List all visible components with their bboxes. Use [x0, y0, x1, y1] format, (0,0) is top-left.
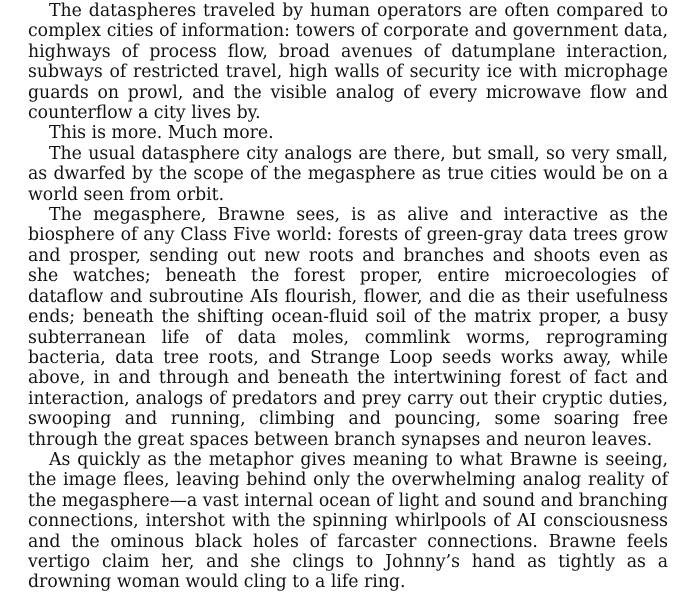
paragraph-megasphere-alive: The megasphere, Brawne sees, is as alive and interactive as the biosphere of any Class Five world: forests of green-gray data trees grow and prosper, sending out new roots and branches and shoots even as she watches; beneath the forest proper, entire microecologies of dataflow and subroutine AIs flourish, flower, and die as their usefulness ends; beneath the shifting ocean-fluid soil of the matrix proper, a busy subterranean life of data moles, commlink worms, reprograming bacteria, data tree roots, and Strange Loop seeds works away, while above, in and through and beneath the intertwining forest of fact and interaction, analogs of predators and prey carry out their cryptic duties, swooping and running, climbing and pouncing, some soaring free through the great spaces between branch synapses and neuron leaves.: [28, 205, 668, 450]
book-page: [0, 1, 686, 601]
paragraph-much-more: This is more. Much more.: [49, 123, 274, 144]
paragraph-dataspheres: The dataspheres traveled by human operators are often compared to complex cities of information: towers of corporate and government data, highways of process flow, broad avenues of datumplane interaction, subways of restricted travel, high walls of security ice with microphage guards on prowl, and the visible analog of every microwave flow and counterflow a city lives by.: [28, 1, 668, 124]
paragraph-metaphor-flees: As quickly as the metaphor gives meaning to what Brawne is seeing, the image flees, leaving behind only the overwhelming analog reality of the megasphere—a vast internal ocean of light and sound and branching connections, intershot with the spinning whirlpools of AI consciousness and the ominous black holes of farcaster connections. Brawne feels vertigo claim her, and she clings to Johnny’s hand as tightly as a drowning woman would cling to a life ring.: [28, 449, 668, 593]
paragraph-city-analogs: The usual datasphere city analogs are there, but small, so very small, as dwarfed by the scope of the megasphere as true cities would be on a world seen from orbit.: [28, 143, 668, 205]
